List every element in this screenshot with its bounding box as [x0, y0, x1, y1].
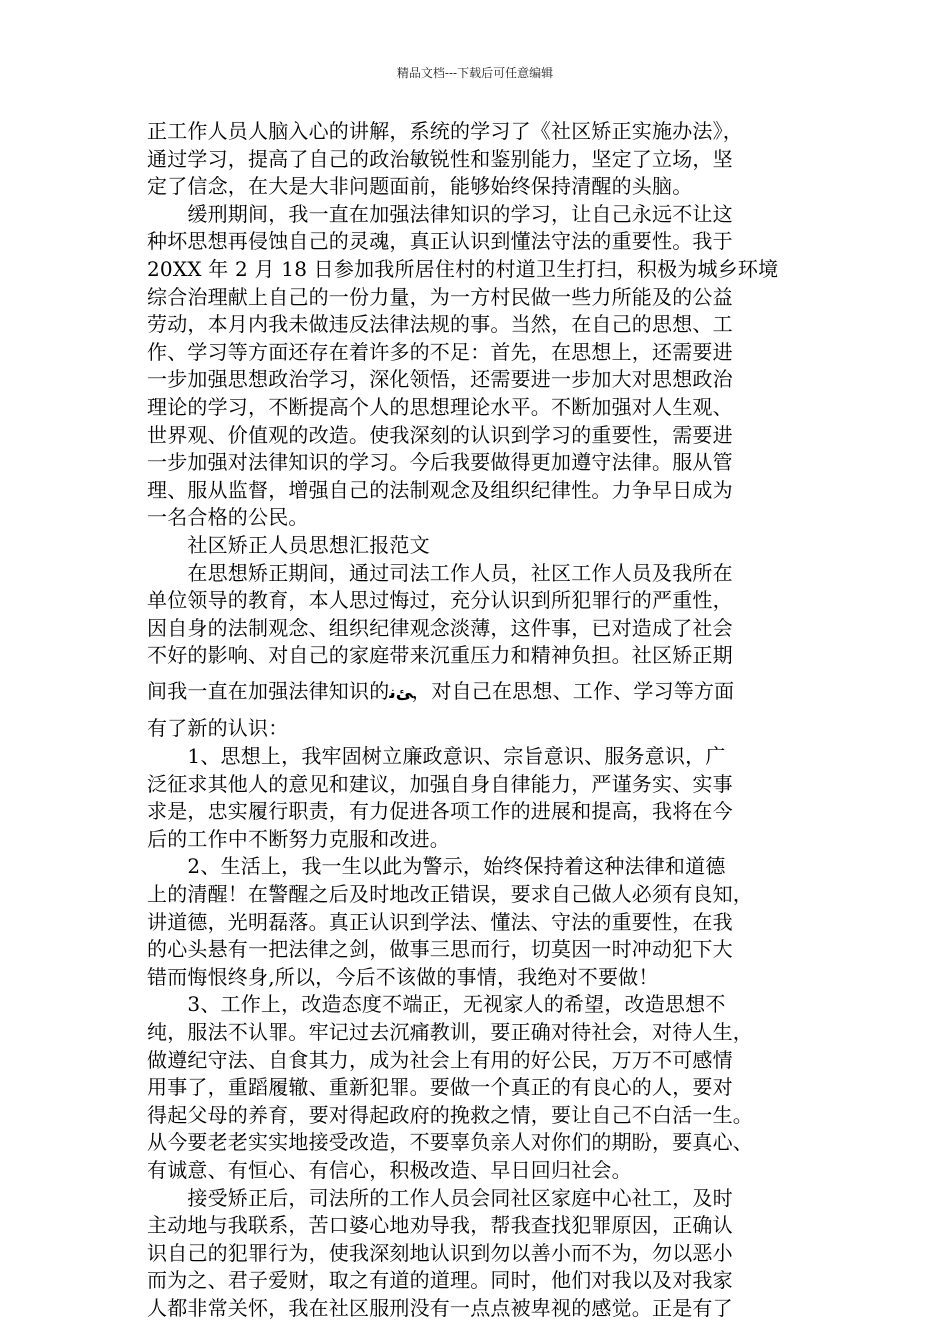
text-line: 做遵纪守法、自食其力，成为社会上有用的好公民，万万不可感情 — [147, 1047, 733, 1072]
text-line: 单位领导的教育，本人思过悔过，充分认识到所犯罪行的严重性， — [147, 588, 733, 613]
text-line: 作、学习等方面还存在着许多的不足：首先，在思想上，还需要进 — [147, 339, 733, 364]
text-line: 纯，服法不认罪。牢记过去沉痛教训，要正确对待社会，对待人生， — [147, 1020, 753, 1044]
text-line: 劳动，本月内我未做违反法律法规的事。当然，在自己的思想、工 — [147, 312, 733, 337]
text-line: 一步加强对法律知识的学习。今后我要做得更加遵守法律。服从管 — [147, 450, 733, 475]
text-line: 用事了，重蹈履辙、重新犯罪。要做一个真正的有良心的人，要对 — [147, 1075, 733, 1100]
text-line: 在思想矫正期间，通过司法工作人员，社区工作人员及我所在 — [147, 560, 733, 585]
text-line: 求是，忠实履行职责，有力促进各项工作的进展和提高，我将在今 — [147, 799, 733, 824]
text-line: 20XX 年 2 月 18 日参加我所居住村的村道卫生打扫，积极为城乡环境 — [147, 256, 779, 281]
text-line: 种坏思想再侵蚀自己的灵魂，真正认识到懂法守法的重要性。我于 — [147, 229, 733, 254]
text-line: 主动地与我联系，苦口婆心地劝导我，帮我查找犯罪原因，正确认 — [147, 1213, 733, 1238]
text-line: 后的工作中不断努力克服和改进。 — [147, 826, 450, 851]
text-line: 通过学习，提高了自己的政治敏锐性和鉴别能力，坚定了立场，坚 — [147, 146, 733, 171]
page-header: 精品文档---下载后可任意编辑 — [396, 66, 554, 80]
text-line: 定了信念，在大是大非问题面前，能够始终保持清醒的头脑。 — [147, 174, 693, 199]
text-segment: ，对自己在思想、工作、学习等方面 — [411, 678, 735, 703]
text-line: 人都非常关怀，我在社区服刑没有一点点被卑视的感觉。正是有了 — [147, 1295, 733, 1320]
text-line: 一名合格的公民。 — [147, 505, 309, 530]
text-line: 泛征求其他人的意见和建议，加强自身自律能力，严谨务实、实事 — [147, 771, 733, 796]
text-line: 而为之、君子爱财，取之有道的道理。同时，他们对我以及对我家 — [147, 1268, 733, 1293]
text-line: 因自身的法制观念、组织纪律观念淡薄，这件事，已对造成了社会 — [147, 615, 733, 640]
text-line: 从今要老老实实地接受改造，不要辜负亲人对你们的期盼，要真心、 — [147, 1130, 753, 1155]
text-line: 缓刑期间，我一直在加强法律知识的学习，让自己永远不让这 — [147, 201, 733, 226]
text-line: 理论的学习，不断提高个人的思想理论水平。不断加强对人生观、 — [147, 394, 733, 419]
text-line: 识自己的犯罪行为，使我深刻地认识到勿以善小而不为，勿以恶小 — [147, 1240, 733, 1265]
text-line: 1、思想上，我牢固树立廉政意识、宗旨意识、服务意识，广 — [147, 744, 726, 769]
text-line: 有诚意、有恒心、有信心，积极改造、早日回归社会。 — [147, 1157, 632, 1182]
section-title: 社区矫正人员思想汇报范文 — [147, 532, 430, 557]
text-line: 正工作人员人脑入心的讲解，系统的学习了《社区矫正实施办法》， — [147, 119, 743, 143]
text-segment: 间我一直在加强法律知识的 — [147, 678, 390, 703]
text-line: 错而悔恨终身,所以，今后不该做的事情，我绝对不要做！ — [147, 964, 659, 989]
text-line: 讲道德，光明磊落。真正认识到学法、懂法、守法的重要性，在我 — [147, 909, 733, 934]
text-line: 一步加强思想政治学习，深化领悟，还需要进一步加大对思想政治 — [147, 367, 733, 392]
text-line: 上的清醒！在警醒之后及时地改正错误，要求自己做人必须有良知， — [147, 882, 753, 907]
text-line: 3、工作上，改造态度不端正，无视家人的希望，改造思想不 — [147, 992, 726, 1017]
text-line: 世界观、价值观的改造。使我深刻的认识到学习的重要性，需要进 — [147, 422, 733, 447]
text-line-with-garbled-glyph — [147, 678, 811, 708]
garbled-glyph: ﺊﻧ — [389, 682, 412, 703]
text-line: 有了新的认识： — [147, 716, 289, 741]
text-line: 的心头悬有一把法律之剑，做事三思而行，切莫因一时冲动犯下大 — [147, 937, 733, 962]
document-body — [147, 118, 811, 1323]
text-line: 理、服从监督，增强自己的法制观念及组织纪律性。力争早日成为 — [147, 477, 733, 502]
text-line: 不好的影响、对自己的家庭带来沉重压力和精神负担。社区矫正期 — [147, 643, 733, 668]
text-line: 接受矫正后，司法所的工作人员会同社区家庭中心社工，及时 — [147, 1185, 733, 1210]
text-line: 得起父母的养育，要对得起政府的挽救之情，要让自己不白活一生。 — [147, 1102, 753, 1127]
text-line: 2、生活上，我一生以此为警示，始终保持着这种法律和道德 — [147, 854, 726, 879]
text-line: 综合治理献上自己的一份力量，为一方村民做一些力所能及的公益 — [147, 284, 733, 309]
